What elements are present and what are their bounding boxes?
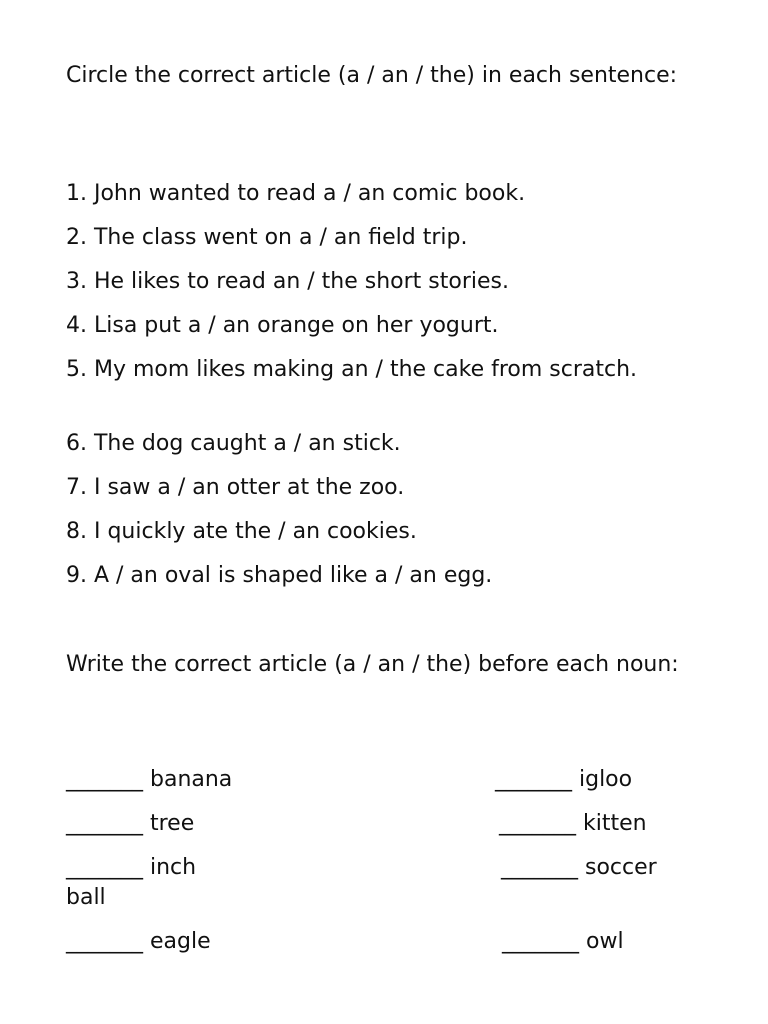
worksheet-page — [66, 0, 716, 1024]
noun-item-owl: _______ owl — [502, 929, 624, 954]
noun-item-soccer: _______ soccer — [501, 855, 657, 880]
noun-item-inch: _______ inch — [66, 855, 197, 880]
sentence-8: 8. I quickly ate the / an cookies. — [66, 519, 417, 544]
noun-item-banana: _______ banana — [66, 767, 233, 792]
sentence-3: 3. He likes to read an / the short stories. — [66, 269, 509, 294]
sentence-5: 5. My mom likes making an / the cake from scratch. — [66, 357, 638, 382]
sentence-6: 6. The dog caught a / an stick. — [66, 431, 401, 456]
sentence-9: 9. A / an oval is shaped like a / an egg. — [66, 563, 493, 588]
sentence-4: 4. Lisa put a / an orange on her yogurt. — [66, 313, 499, 338]
noun-item-eagle: _______ eagle — [66, 929, 211, 954]
noun-item-tree: _______ tree — [66, 811, 195, 836]
section1-instruction: Circle the correct article (a / an / the) in each sentence: — [66, 63, 678, 88]
noun-item-kitten: _______ kitten — [499, 811, 647, 836]
section2-instruction: Write the correct article (a / an / the) before each noun: — [66, 652, 679, 677]
sentence-2: 2. The class went on a / an field trip. — [66, 225, 468, 250]
noun-item-soccer-continuation: ball — [66, 885, 106, 910]
noun-item-igloo: _______ igloo — [495, 767, 633, 792]
sentence-1: 1. John wanted to read a / an comic book. — [66, 181, 526, 206]
sentence-7: 7. I saw a / an otter at the zoo. — [66, 475, 405, 500]
